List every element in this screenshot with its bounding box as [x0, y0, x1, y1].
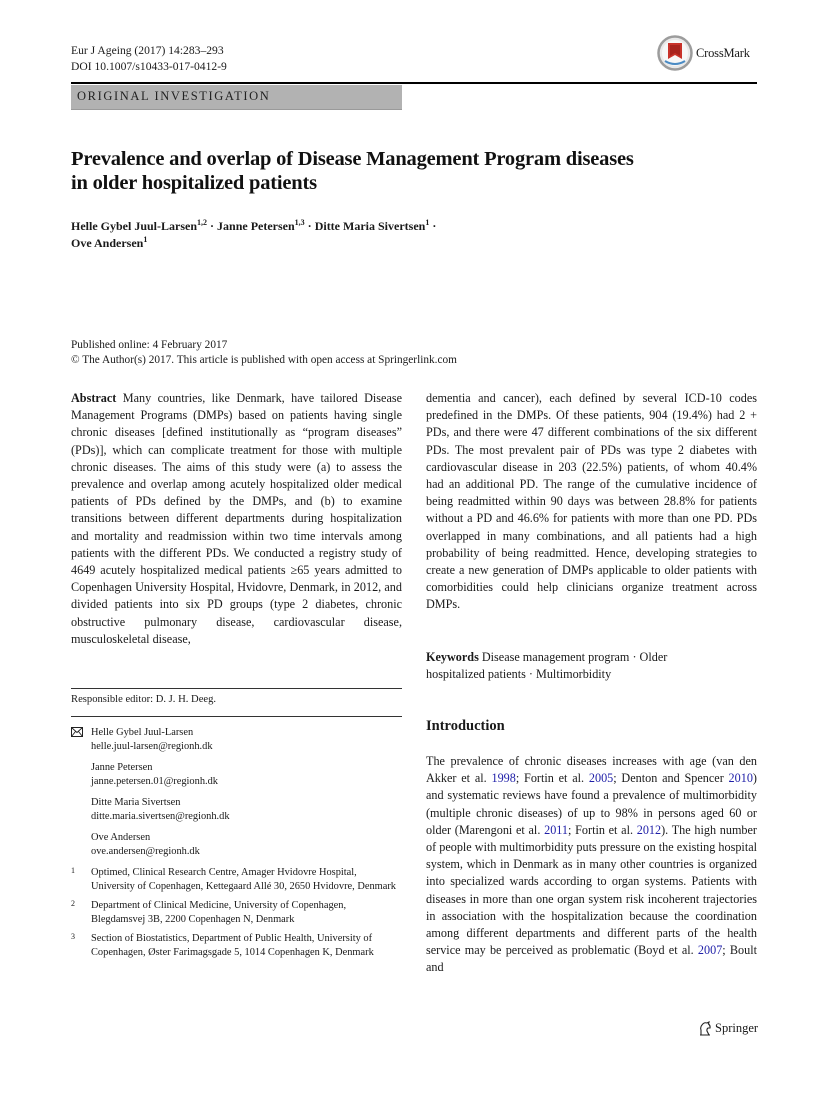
abstract-text-right: dementia and cancer), each defined by several ICD-10 codes predefined in the DMPs. Of these patients, 904 (19.4%) had 2 + PDs, and there were 47 different combinations of the six different PDs. The most prevalent pair of PDs was type 2 diabetes with cardiovascular disease in 203 (22.5%) patients, of whom 40.4% had an additional PD. The range of the cumulative incidence of being readmitted within 90 days was between 28.8% for patients without a PD and 46.6% for patients with more than one PD. PDs overlapped in many combinations, and all patients had a high probability of being readmitted. Hence, developing strategies to create a new generation of DMPs applicable to older patients with comorbidities could help clinicians organize treatment across DMPs. — [426, 391, 757, 612]
journal-line: Eur J Ageing (2017) 14:283–293 — [71, 44, 224, 57]
corresponding-contacts — [71, 726, 402, 866]
article-title — [71, 147, 771, 195]
author-list — [71, 218, 711, 252]
affiliation-number: 3 — [71, 932, 75, 941]
introduction-text: ; Denton and Spencer — [613, 771, 729, 786]
introduction-text: ; Boult and — [426, 943, 757, 975]
contact-entry — [71, 761, 402, 788]
title-line-1: Prevalence and overlap of Disease Management Program diseases — [71, 148, 634, 170]
contact-entry — [71, 726, 402, 753]
section-label-bar — [71, 85, 402, 110]
affiliation-entry — [71, 932, 402, 959]
introduction-body — [426, 753, 757, 977]
contact-email[interactable]: helle.juul-larsen@regionh.dk — [91, 740, 213, 752]
published-date: Published online: 4 February 2017 — [71, 339, 228, 351]
affiliation-text: Department of Clinical Medicine, University of Copenhagen, Blegdamsvej 3B, 2200 Copenhagen N, Denmark — [91, 900, 347, 925]
abstract-text-left: Many countries, like Denmark, have tailored Disease Management Programs (DMPs) based on patients having single chronic diseases [defined institutionally as “program diseases” (PDs)], which can complicate treatment for those with multiple chronic diseases. The aims of this study were (a) to assess the prevalence and overlap among acutely hospitalized older medical patients of PDs defined by the DMPs, and (b) to examine transitions between different departments during hospitalization and mortality and readmission within two time intervals among patients with the different PDs. We conducted a registry study of 4649 acutely hospitalized medical patients ≥65 years admitted to Copenhagen University Hospital, Hvidovre, Denmark, in 2012, and divided patients into six PD groups (type 2 diabetes, chronic obstructive pulmonary disease, cardiovascular disease, musculoskeletal disease, — [71, 391, 403, 646]
contact-name: Ditte Maria Sivertsen — [91, 797, 181, 808]
footnote-rule-bottom — [71, 716, 402, 717]
doi-line[interactable]: DOI 10.1007/s10433-017-0412-9 — [71, 59, 227, 73]
contact-entry — [71, 796, 402, 823]
affiliations — [71, 866, 402, 965]
introduction-heading: Introduction — [426, 718, 505, 734]
keywords-label: Keywords — [426, 650, 479, 664]
keywords-line-1: Disease management program · Older — [481, 650, 668, 664]
keywords-line-2: hospitalized patients · Multimorbidity — [426, 667, 612, 682]
author-name[interactable]: Helle Gybel Juul-Larsen — [71, 219, 197, 233]
header-rule — [71, 82, 757, 84]
author-affiliation-ref: 1 — [425, 218, 430, 227]
publisher-name: Springer — [715, 1021, 759, 1035]
abstract-left-column — [71, 390, 402, 648]
affiliation-entry — [71, 899, 402, 926]
citation-link[interactable]: 2012 — [636, 822, 662, 837]
introduction-text: The prevalence of chronic diseases increases with age (van den Akker et al. — [426, 754, 757, 786]
affiliation-number: 1 — [71, 866, 75, 875]
contact-name: Helle Gybel Juul-Larsen — [91, 727, 194, 738]
crossmark-label: CrossMark — [696, 45, 750, 60]
citation-link[interactable]: 2007 — [697, 943, 723, 958]
copyright-notice: © The Author(s) 2017. This article is published with open access at Springerlink.com — [71, 354, 457, 366]
abstract-right-column — [426, 390, 757, 614]
author-separator: · — [304, 219, 315, 233]
journal-citation — [71, 43, 227, 74]
publisher-logo — [698, 1021, 758, 1036]
envelope-icon — [71, 727, 83, 737]
publication-info — [71, 338, 457, 368]
contact-name: Ove Andersen — [91, 832, 151, 843]
introduction-paragraph — [426, 753, 757, 977]
affiliation-entry — [71, 866, 402, 893]
title-line-2: in older hospitalized patients — [71, 172, 317, 194]
author-affiliation-ref: 1,2 — [197, 218, 207, 227]
keywords — [426, 649, 757, 683]
introduction-text: ). The high number of people with multimorbidity puts pressure on the existing hospital system, which in Denmark as in many other countries is organized into specialized wards according to organ systems. Patients with diseases in more than one organ system risk incoherent trajectories in association with the hospitalization because the coordination among different departments and different parts of the health service may be perceived as problematic (Boyd et al. — [426, 822, 757, 958]
author-name[interactable]: Ditte Maria Sivertsen — [314, 219, 426, 233]
introduction-text: ; Fortin et al. — [568, 822, 637, 837]
contact-name: Janne Petersen — [91, 762, 153, 773]
citation-link[interactable]: 1998 — [491, 771, 516, 786]
contact-email[interactable]: ove.andersen@regionh.dk — [91, 845, 200, 857]
contact-email[interactable]: ditte.maria.sivertsen@regionh.dk — [91, 810, 230, 822]
affiliation-text: Section of Biostatistics, Department of Public Health, University of Copenhagen, Øster Farimagsgade 5, 1014 Copenhagen K, Denmark — [91, 933, 374, 958]
affiliation-number: 2 — [71, 899, 75, 908]
author-separator: · — [429, 219, 437, 233]
author-name[interactable]: Janne Petersen — [217, 219, 295, 233]
author-affiliation-ref: 1,3 — [294, 218, 305, 227]
contact-email[interactable]: janne.petersen.01@regionh.dk — [91, 775, 219, 787]
author-affiliation-ref: 1 — [143, 235, 148, 244]
crossmark-icon — [657, 35, 693, 71]
author-separator: · — [207, 219, 218, 233]
citation-link[interactable]: 2010 — [728, 771, 753, 786]
springer-horse-icon — [698, 1021, 712, 1036]
section-label: ORIGINAL INVESTIGATION — [77, 89, 271, 103]
author-name[interactable]: Ove Andersen — [71, 236, 144, 250]
citation-link[interactable]: 2005 — [588, 771, 614, 786]
introduction-text: ) and systematic reviews have found a prevalence of multimorbidity (multiple chronic diseases) of up to 98% in persons aged 60 or older (Marengoni et al. — [426, 771, 757, 837]
contact-entry — [71, 831, 402, 858]
responsible-editor: Responsible editor: D. J. H. Deeg. — [71, 694, 217, 705]
introduction-text: ; Fortin et al. — [515, 771, 589, 786]
affiliation-text: Optimed, Clinical Research Centre, Amager Hvidovre Hospital, University of Copenhagen, Kettegaard Allé 30, 2650 Hvidovre, Denmark — [91, 867, 397, 892]
footnote-rule-top — [71, 688, 402, 689]
citation-link[interactable]: 2011 — [544, 822, 569, 837]
abstract-label: Abstract — [71, 391, 117, 405]
crossmark-badge[interactable] — [657, 33, 767, 73]
